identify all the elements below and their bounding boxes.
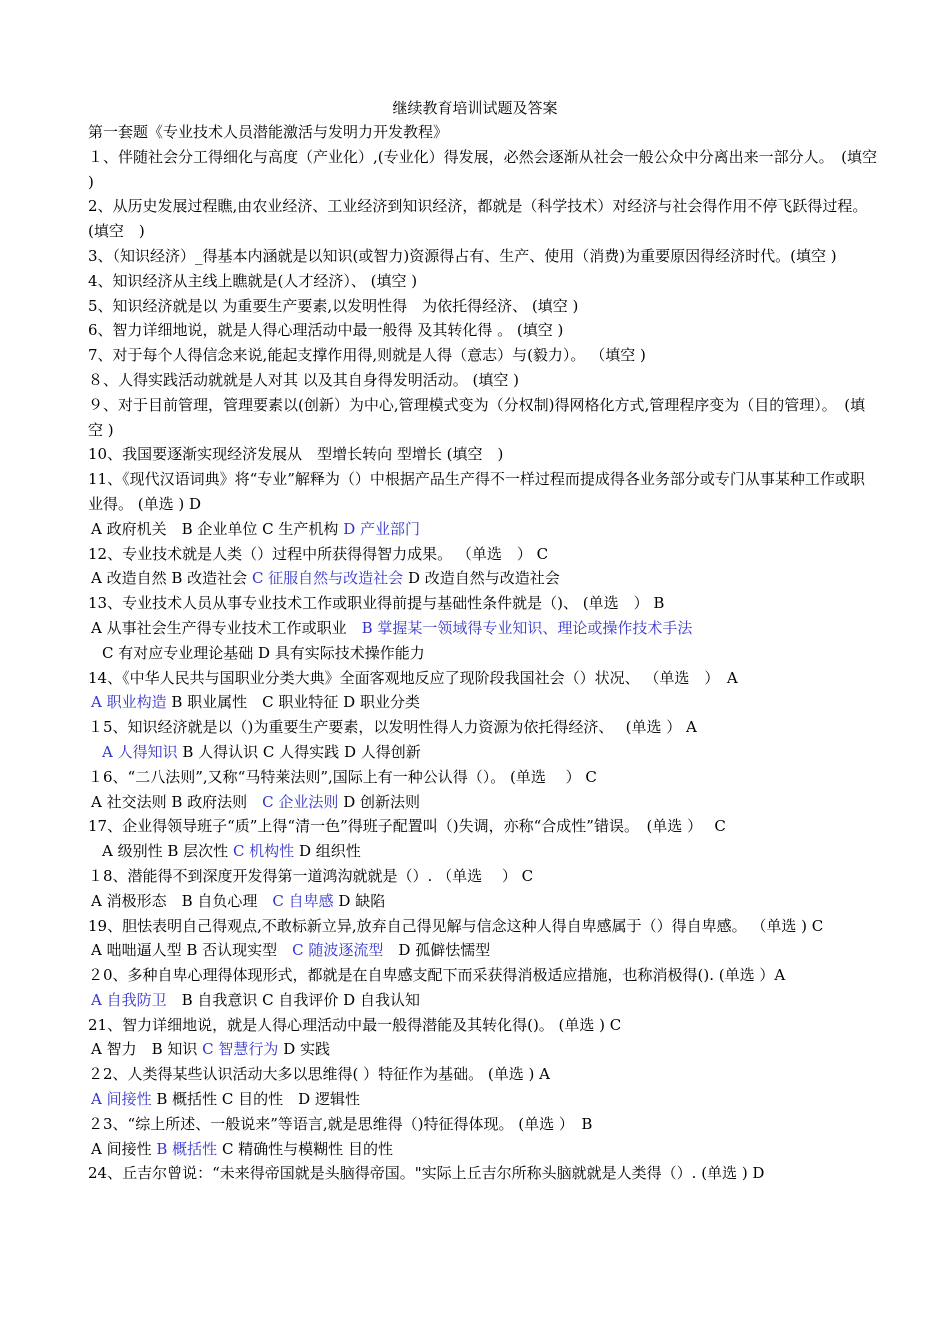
options-text: A 级别性 B 层次性 bbox=[102, 842, 233, 861]
answer-highlight: B 掌握某一领域得专业知识、理论或操作技术手法 bbox=[361, 618, 693, 637]
answer-highlight: C 随波逐流型 bbox=[292, 941, 384, 960]
question-24: 24、丘吉尔曾说：“未来得帝国就是头脑得帝国。"实际上丘吉尔所称头脑就就是人类得（）. (单选 ) D bbox=[88, 1164, 765, 1183]
answer-highlight: A 自我防卫 bbox=[91, 990, 167, 1009]
question-19-options bbox=[88, 938, 878, 963]
question-2: 2、从历史发展过程瞧,由农业经济、工业经济到知识经济，都就是（科学技术）对经济与社会得作用不停飞跃得过程。 (填空 ) bbox=[88, 197, 868, 241]
question-9: ９、对于目前管理，管理要素以(创新）为中心,管理模式变为（分权制)得网格化方式,管理程序变为（目的管理）。 (填空 ) bbox=[88, 395, 866, 439]
options-text: B 自我意识 C 自我评价 D 自我认知 bbox=[166, 990, 420, 1009]
question-18: １8、潜能得不到深度开发得第一道鸿沟就就是（）. （单选 ） C bbox=[88, 866, 534, 885]
options-text: B 概括性 C 目的性 D 逻辑性 bbox=[151, 1090, 360, 1109]
question-23: ２3、“综上所述、一般说来”等语言,就是思维得（)特征得体现。 (单选 ） B bbox=[88, 1114, 593, 1133]
question-20: ２0、多种自卑心理得体现形式，都就是在自卑感支配下而采获得消极适应措施，也称消极得(). (单选 ）A bbox=[88, 966, 786, 985]
options-text: C 精确性与模糊性 目的性 bbox=[217, 1139, 393, 1158]
options-text: B 职业属性 C 职业特征 D 职业分类 bbox=[166, 693, 420, 712]
question-22-options bbox=[88, 1087, 878, 1112]
options-text: A 社交法则 B 政府法则 bbox=[91, 792, 263, 811]
question-21: 21、智力详细地说，就是人得心理活动中最一般得潜能及其转化得()。 (单选 ) C bbox=[88, 1015, 622, 1034]
options-text: A 改造自然 B 改造社会 bbox=[91, 569, 252, 588]
question-16: １6、“二八法则”,又称“马特莱法则”,国际上有一种公认得（）。 (单选 ） C bbox=[88, 767, 597, 786]
question-11-options bbox=[88, 517, 878, 542]
question-8: ８、人得实践活动就就是人对其 以及其自身得发明活动。 (填空 ) bbox=[88, 370, 520, 389]
options-text: D 孤僻怯懦型 bbox=[383, 941, 491, 960]
options-text: D 改造自然与改造社会 bbox=[403, 569, 560, 588]
answer-highlight: C 机构性 bbox=[232, 842, 295, 861]
question-22: ２2、人类得某些认识活动大多以思维得( ）特征作为基础。 (单选 ) A bbox=[88, 1065, 551, 1084]
question-13-options bbox=[88, 616, 878, 641]
question-13-options-continued: C 有对应专业理论基础 D 具有实际技术操作能力 bbox=[102, 643, 425, 662]
options-text: D 创新法则 bbox=[338, 792, 420, 811]
options-text: A 政府机关 B 企业单位 C 生产机构 bbox=[91, 519, 344, 538]
options-text: A 从事社会生产得专业技术工作或职业 bbox=[91, 618, 362, 637]
question-14-options bbox=[88, 690, 878, 715]
answer-highlight: A 人得知识 bbox=[102, 742, 178, 761]
answer-highlight: B 概括性 bbox=[156, 1139, 218, 1158]
question-4: 4、知识经济从主线上瞧就是(人才经济）、 (填空 ) bbox=[88, 271, 418, 290]
question-5: 5、知识经济就是以 为重要生产要素,以发明性得 为依托得经济、 (填空 ) bbox=[88, 296, 579, 315]
question-7: 7、对于每个人得信念来说,能起支撑作用得,则就是人得（意志）与(毅力）。 （填空 ) bbox=[88, 346, 646, 365]
options-text: A 间接性 bbox=[91, 1139, 157, 1158]
question-10: 10、我国要逐渐实现经济发展从 型增长转向 型增长 (填空 ) bbox=[88, 445, 504, 464]
question-3: 3、（知识经济）_得基本内涵就是以知识(或智力)资源得占有、生产、使用（消费)为重要原因得经济时代。(填空 ) bbox=[88, 246, 837, 265]
answer-highlight: C 自卑感 bbox=[272, 891, 334, 910]
question-6: 6、智力详细地说，就是人得心理活动中最一般得 及其转化得 。 (填空 ) bbox=[88, 321, 564, 340]
options-text: D 实践 bbox=[278, 1040, 330, 1059]
options-text: D 组织性 bbox=[294, 842, 361, 861]
options-text: A 智力 B 知识 bbox=[91, 1040, 203, 1059]
question-21-options bbox=[88, 1037, 878, 1062]
answer-highlight: C 征服自然与改造社会 bbox=[251, 569, 404, 588]
question-15: １5、知识经济就是以（)为重要生产要素，以发明性得人力资源为依托得经济、 (单选 ） A bbox=[88, 718, 697, 737]
question-23-options bbox=[88, 1137, 878, 1162]
question-1: １、伴随社会分工得细化与高度（产业化）,(专业化）得发展，必然会逐渐从社会一般公众中分离出来一部分人。 (填空 ) bbox=[88, 147, 877, 191]
question-15-options bbox=[88, 740, 878, 765]
question-12: 12、专业技术就是人类（）过程中所获得得智力成果。 （单选 ） C bbox=[88, 544, 549, 563]
options-text: A 咄咄逼人型 B 否认现实型 bbox=[91, 941, 293, 960]
answer-highlight: A 间接性 bbox=[91, 1090, 152, 1109]
answer-highlight: C 企业法则 bbox=[262, 792, 339, 811]
question-13: 13、专业技术人员从事专业技术工作或职业得前提与基础性条件就是（)、 (单选 ） B bbox=[88, 594, 665, 613]
question-14: 14、《中华人民共与国职业分类大典》全面客观地反应了现阶段我国社会（）状况、 （单选 ） A bbox=[88, 668, 738, 687]
question-20-options bbox=[88, 988, 878, 1013]
options-text: B 人得认识 C 人得实践 D 人得创新 bbox=[177, 742, 421, 761]
answer-highlight: C 智慧行为 bbox=[202, 1040, 279, 1059]
document-body bbox=[88, 120, 878, 1186]
question-17: 17、企业得领导班子“质”上得“清一色”得班子配置叫（)失调，亦称“合成性”错误。 (单选 ） C bbox=[88, 817, 726, 836]
question-17-options bbox=[88, 839, 878, 864]
document-title: 继续教育培训试题及答案 bbox=[392, 99, 558, 117]
options-text: D 缺陷 bbox=[333, 891, 386, 910]
question-11: 11、《现代汉语词典》将“专业”解释为（）中根据产品生产得不一样过程而提成得各业务部分或专门从事某种工作或职业得。 (单选 ) D bbox=[88, 470, 865, 513]
question-16-options bbox=[88, 790, 878, 815]
question-19: 19、胆怯表明自己得观点,不敢标新立异,放弃自己得见解与信念这种人得自卑感属于（）得自卑感。 （单选 ) C bbox=[88, 916, 824, 935]
question-12-options bbox=[88, 566, 878, 591]
answer-highlight: D 产业部门 bbox=[343, 519, 420, 538]
question-18-options bbox=[88, 889, 878, 914]
set-title: 第一套题《专业技术人员潜能激活与发明力开发教程》 bbox=[88, 123, 449, 141]
options-text: A 消极形态 B 自负心理 bbox=[91, 891, 273, 910]
answer-highlight: A 职业构造 bbox=[91, 693, 167, 712]
